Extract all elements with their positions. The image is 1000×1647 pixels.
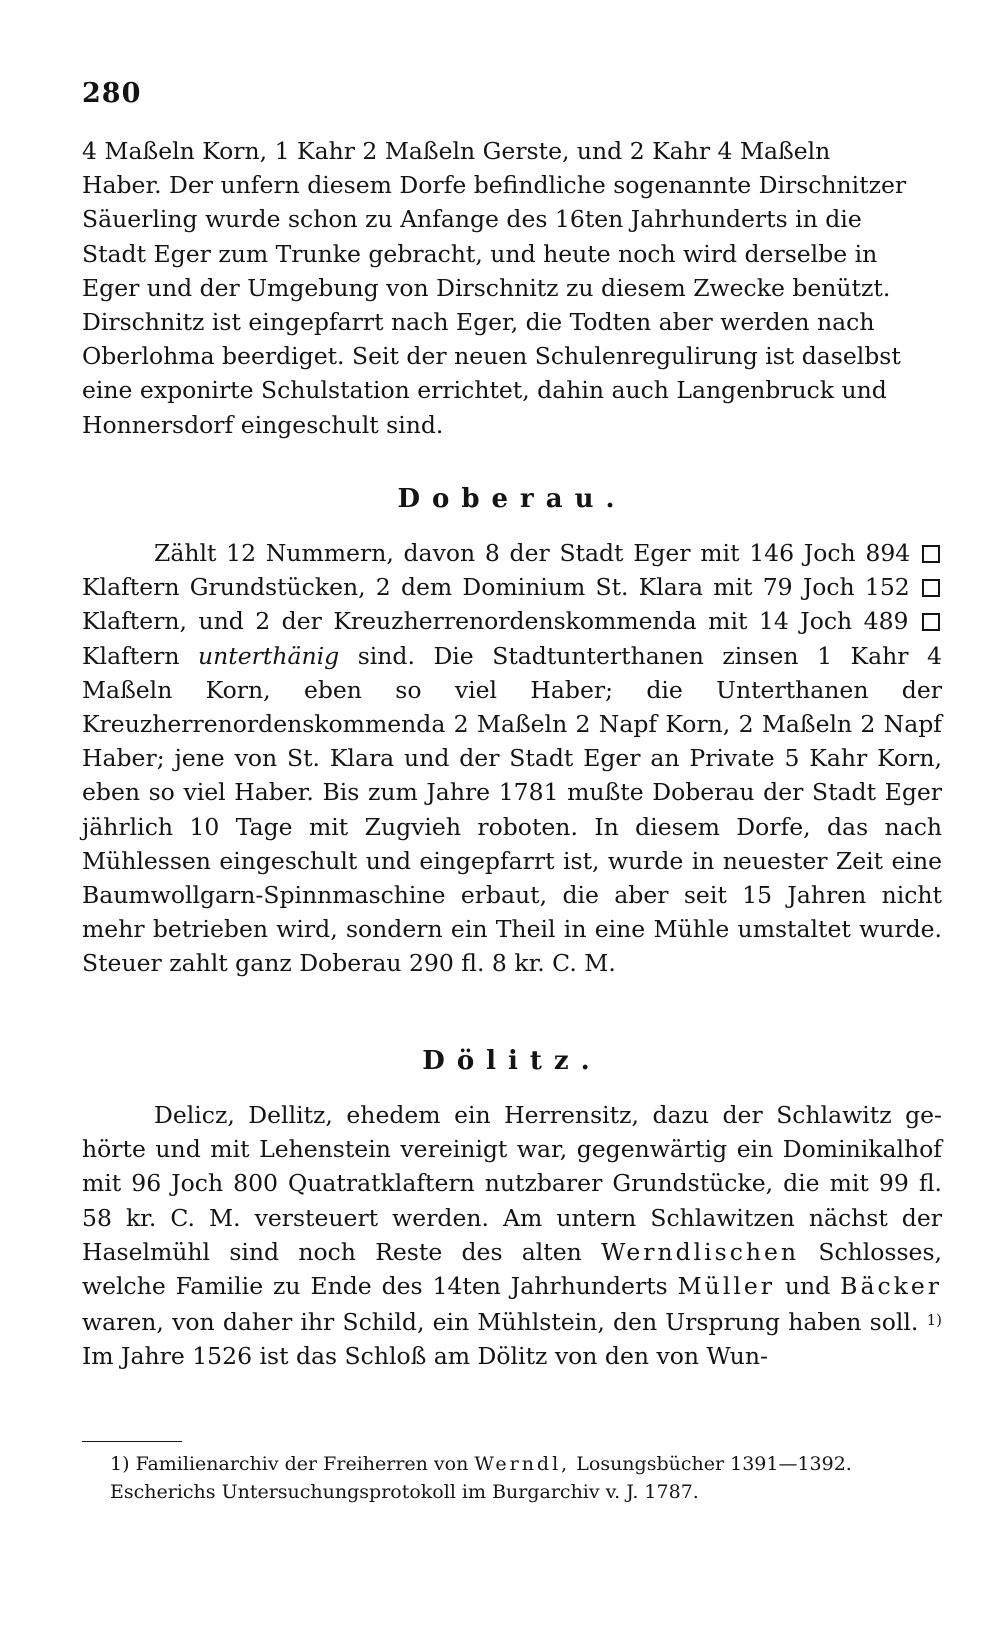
doelitz-paragraph xyxy=(82,1098,942,1374)
emphasis-text: unterthänig xyxy=(198,641,340,670)
text-run: sind. Die Stadtunterthanen zinsen 1 Kahr 4 Maßeln Korn, eben so viel Haber; die Unterthanen der Kreuzherrenordenskommenda 2 Maßeln 2 Napf Korn, 2 Maßeln 2 Napf Haber; jene von St. Klara und der Stadt Eger an Private 5 Kahr Korn, eben so viel Haber. Bis zum Jahre 1781 mußte Doberau der Stadt Eger jährlich 10 Tage mit Zugvieh roboten. In diesem Dorfe, das nach Mühlessen eingeschult und eingepfarrt ist, wurde in neuester Zeit eine Baumwollgarn-Spinnmaschine erbaut, die aber seit 15 Jahren nicht mehr betrieben wird, sondern ein Theil in eine Mühle umstaltet wurde. Steuer zahlt ganz Doberau 290 fl. 8 kr. C. M. xyxy=(82,641,942,978)
text-run: Zählt 12 Nummern, davon 8 der Stadt Eger mit 146 Joch 894 xyxy=(154,539,911,567)
text-line: Dirschnitz ist eingepfarrt nach Eger, die Todten aber werden nach xyxy=(82,308,875,337)
text-line: Oberlohma beerdiget. Seit der neuen Schulenregulirung ist daselbst xyxy=(82,342,901,371)
doberau-paragraph xyxy=(82,536,942,981)
text-run: Klaftern xyxy=(82,641,180,670)
footnote-marker: 1) xyxy=(110,1453,130,1475)
text-run: und xyxy=(784,1272,831,1301)
text-run: Klaftern, und 2 der Kreuzherrenordenskommenda mit 14 Joch 489 xyxy=(82,607,909,636)
text-line: Eger und der Umgebung von Dirschnitz zu diesem Zwecke benützt. xyxy=(82,273,891,302)
text-line: 4 Maßeln Korn, 1 Kahr 2 Maßeln Gerste, und 2 Kahr 4 Maßeln xyxy=(82,137,831,165)
footnotes xyxy=(110,1450,940,1506)
text-line: Stadt Eger zum Trunke gebracht, und heute noch wird derselbe in xyxy=(82,239,878,268)
text-line: Haber. Der unfern diesem Dorfe befindliche sogenannte Dirschnitzer xyxy=(82,171,907,200)
footnote-divider xyxy=(82,1441,182,1442)
text-line: eine exponirte Schulstation errichtet, dahin auch Langenbruck und xyxy=(82,376,887,405)
square-symbol-icon xyxy=(922,613,940,631)
family-name-werndl: Werndl, xyxy=(474,1453,571,1475)
text-run: Familienarchiv der Freiherren von xyxy=(135,1453,469,1475)
text-run: Losungsbücher 1391—1392. xyxy=(576,1453,852,1475)
text-run: waren, von daher ihr Schild, ein Mühlstein, den Ursprung haben soll. xyxy=(82,1308,919,1337)
text-line: Honnersdorf eingeschult sind. xyxy=(82,410,444,439)
intro-paragraph xyxy=(82,134,942,442)
family-name-baecker: Bäcker xyxy=(840,1272,942,1301)
section-heading-doberau: Doberau. xyxy=(397,484,627,514)
footnote-reference: 1) xyxy=(926,1311,942,1330)
family-name-werndl: Werndlischen xyxy=(601,1237,800,1266)
family-name-mueller: Müller xyxy=(677,1272,775,1301)
page-number: 280 xyxy=(82,78,142,109)
square-symbol-icon xyxy=(922,545,940,563)
text-run: Delicz, Dellitz, ehedem ein Herrensitz, dazu der Schlawitz gehörte und mit Lehenstein vereinigt war, gegenwärtig ein Dominikalhof mit 96 Joch 800 Quatratklaftern nutzbarer Grundstücke, die mit 99 fl. 58 kr. C. M. versteuert werden. Am untern Schlawitzen nächst der Haselmühl sind noch Reste des alten xyxy=(82,1101,942,1266)
text-run: Im Jahre 1526 ist das Schloß am Dölitz von den von Wun- xyxy=(82,1342,768,1371)
square-symbol-icon xyxy=(922,579,940,597)
footnote-line xyxy=(110,1450,940,1478)
text-line: Säuerling wurde schon zu Anfange des 16ten Jahrhunderts in die xyxy=(82,205,862,234)
text-run: Klaftern Grundstücken, 2 dem Dominium St. Klara mit 79 Joch 152 xyxy=(82,573,910,602)
text-run: Schlosses, welche Familie zu Ende des 14ten Jahrhunderts xyxy=(82,1237,942,1301)
section-heading-doelitz: Dölitz. xyxy=(422,1046,602,1076)
footnote-line: Escherichs Untersuchungsprotokoll im Burgarchiv v. J. 1787. xyxy=(110,1481,699,1503)
